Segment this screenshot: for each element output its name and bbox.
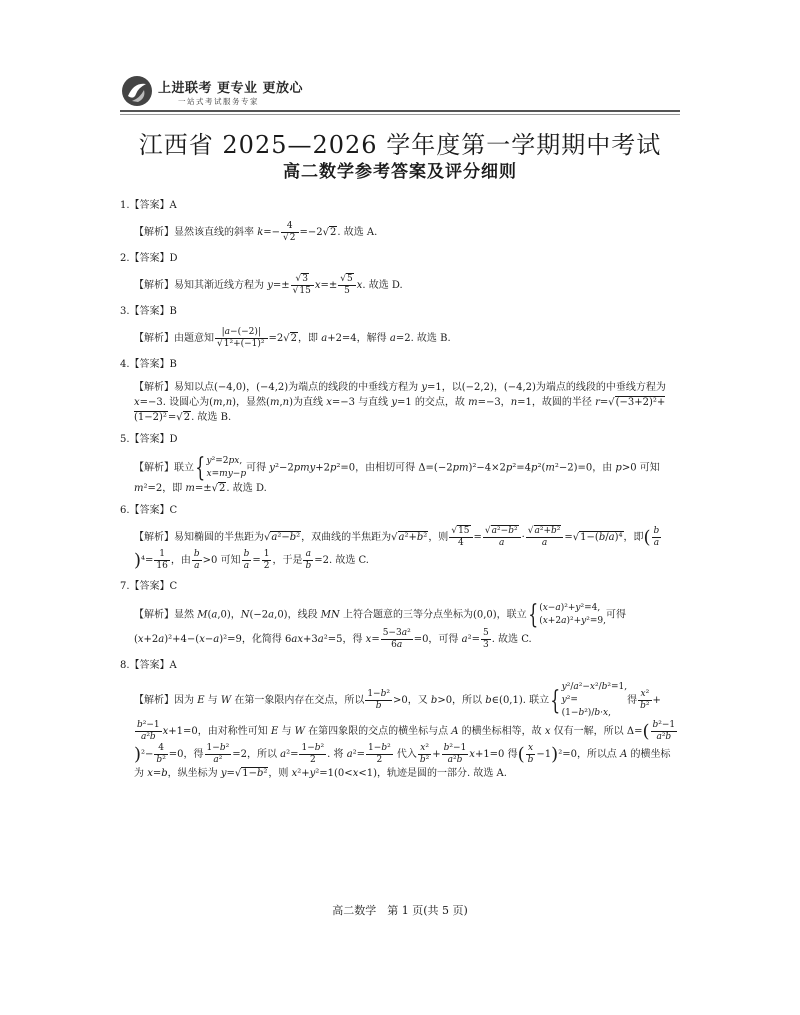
analysis-label: 【解析】 [134, 280, 174, 291]
answer-line: 【答案】D [129, 253, 178, 264]
analysis-label: 【解析】 [134, 227, 174, 238]
analysis: 【解析】显然该直线的斜率 k=− $\frac{4}{√2}$ =−2√2. 故选 A. [134, 221, 378, 243]
page-footer: 高二数学 第 1 页(共 5 页) [332, 904, 468, 917]
question-4 [120, 357, 680, 425]
header-rule-thin [120, 114, 680, 115]
page-title: 江西省 2025—2026 学年度第一学期期中考试 [138, 131, 662, 159]
question-number: 2. [120, 253, 130, 264]
analysis-label: 【解析】 [134, 695, 174, 706]
analysis: 【解析】易知椭圆的半焦距为√a²−b²，双曲线的半焦距为√a²+b²，则 $\frac{√15}{4}$ = $\frac{\text{√a²−b²}}{a}$ · $\frac{\text{√a²+b²}}{a}$ =√1−(b/a)⁴，即( $\frac{b}{a}$ )⁴= $\frac{1}{16}$ ，由 $\frac{b}{a}$ >0 可知 $\frac{b}{a}$ = $\frac{1}{2}$ ，于是 $\frac{a}{b}$ =2. 故选 C. [134, 526, 660, 571]
page-subtitle: 高二数学参考答案及评分细则 [283, 162, 517, 182]
question-number: 4. [120, 359, 130, 370]
answer-line: 【答案】A [129, 660, 177, 671]
answer-list [120, 195, 680, 788]
answer-line: 【答案】B [129, 359, 177, 370]
question-6 [120, 503, 680, 572]
analysis: 【解析】易知以点(−4,0)，(−4,2)为端点的线段的中垂线方程为 y=1，以(−2,2)，(−4,2)为端点的线段的中垂线方程为 x=−3. 设圆心为(m,n)，显然(m,n)为直线 x=−3 与直线 y=1 的交点，故 m=−3，n=1，故圆的半径 r=√(−3+2)²+(1−2)²=√2. 故选 B. [134, 382, 666, 423]
question-1 [120, 198, 680, 244]
question-number: 6. [120, 505, 130, 516]
question-2 [120, 251, 680, 297]
logo-subtitle: 一站式考试服务专家 [178, 97, 259, 106]
analysis: 【解析】联立{ y²=2px, x=my−p 可得 y²−2pmy+2p²=0，由相切可得 Δ=(−2pm)²−4×2p²=4p²(m²−2)=0，由 p>0 可知 m²=2，即 m=±√2. 故选 D. [134, 453, 660, 494]
answer-line: 【答案】B [129, 306, 177, 317]
answer-line: 【答案】A [129, 200, 177, 211]
question-number: 7. [120, 581, 130, 592]
question-number: 8. [120, 660, 130, 671]
logo-swirl-icon [120, 74, 154, 108]
question-3 [120, 304, 680, 350]
question-number: 3. [120, 306, 130, 317]
question-7 [120, 579, 680, 651]
analysis-label: 【解析】 [134, 532, 174, 543]
analysis: 【解析】由题意知 $\frac{|a-(-2)|}{\text{√1²+(−1)²}}$ =2√2，即 a+2=4，解得 a=2. 故选 B. [134, 327, 451, 349]
question-5 [120, 432, 680, 496]
question-number: 5. [120, 434, 130, 445]
answer-line: 【答案】D [129, 434, 178, 445]
question-8 [120, 658, 680, 781]
analysis-label: 【解析】 [134, 462, 174, 474]
header-rule [120, 110, 680, 112]
logo-slogan: 上进联考 更专业 更放心 [158, 81, 304, 96]
analysis-label: 【解析】 [134, 382, 174, 393]
analysis: 【解析】易知其渐近线方程为 y=± $\frac{√3}{√15}$ x=± $\frac{√5}{5}$ x. 故选 D. [134, 274, 403, 296]
analysis-label: 【解析】 [134, 333, 174, 344]
question-number: 1. [120, 200, 130, 211]
analysis: 【解析】因为 E 与 W 在第一象限内存在交点，所以 $\frac{\text{1−b²}}{b}$ >0，又 b>0，所以 b∈(0,1). 联立{ y²/a²−x²/b²=1, y²= (1−b²)/b·x, 得 $\frac{\text{x²}}{\text{b²}}$ + $\frac{\text{b²−1}}{\text{a²b}}$ x+1=0，由对称性可知 E 与 W 在第四象限的交点的横坐标与点 A 的横坐标相等，故 x 仅有一解，所以 Δ=( $\frac{\text{b²−1}}{\text{a²b}}$ )²− $\frac{4}{\text{b²}}$ =0，得 $\frac{\text{1−b²}}{\text{a²}}$ =2，所以 a²= $\frac{\text{1−b²}}{2}$ . 将 a²= $\frac{\text{1−b²}}{2}$ 代入 $\frac{\text{x²}}{\text{b²}}$ + $\frac{\text{b²−1}}{\text{a²b}}$ x+1=0 得( $\frac{x}{b}$ −1)²=0，所以点 A 的横坐标为 x=b，纵坐标为 y=√1−b²，则 x²+y²=1(0<x<1)，轨迹是圆的一部分. 故选 A. [134, 682, 676, 779]
answer-line: 【答案】C [129, 505, 178, 516]
answer-line: 【答案】C [129, 581, 178, 592]
analysis: 【解析】显然 M(a,0)，N(−2a,0)，线段 MN 上符合题意的三等分点坐标为(0,0)，联立{ (x−a)²+y²=4, (x+2a)²+y²=9, 可得 (x+2a)²+4−(x−a)²=9，化简得 6ax+3a²=5，得 x= $\frac{\text{5−3a²}}{6a}$ =0，可得 a²= $\frac{5}{3}$ . 故选 C. [134, 600, 626, 650]
header-logo [120, 74, 680, 114]
analysis-label: 【解析】 [134, 609, 174, 621]
